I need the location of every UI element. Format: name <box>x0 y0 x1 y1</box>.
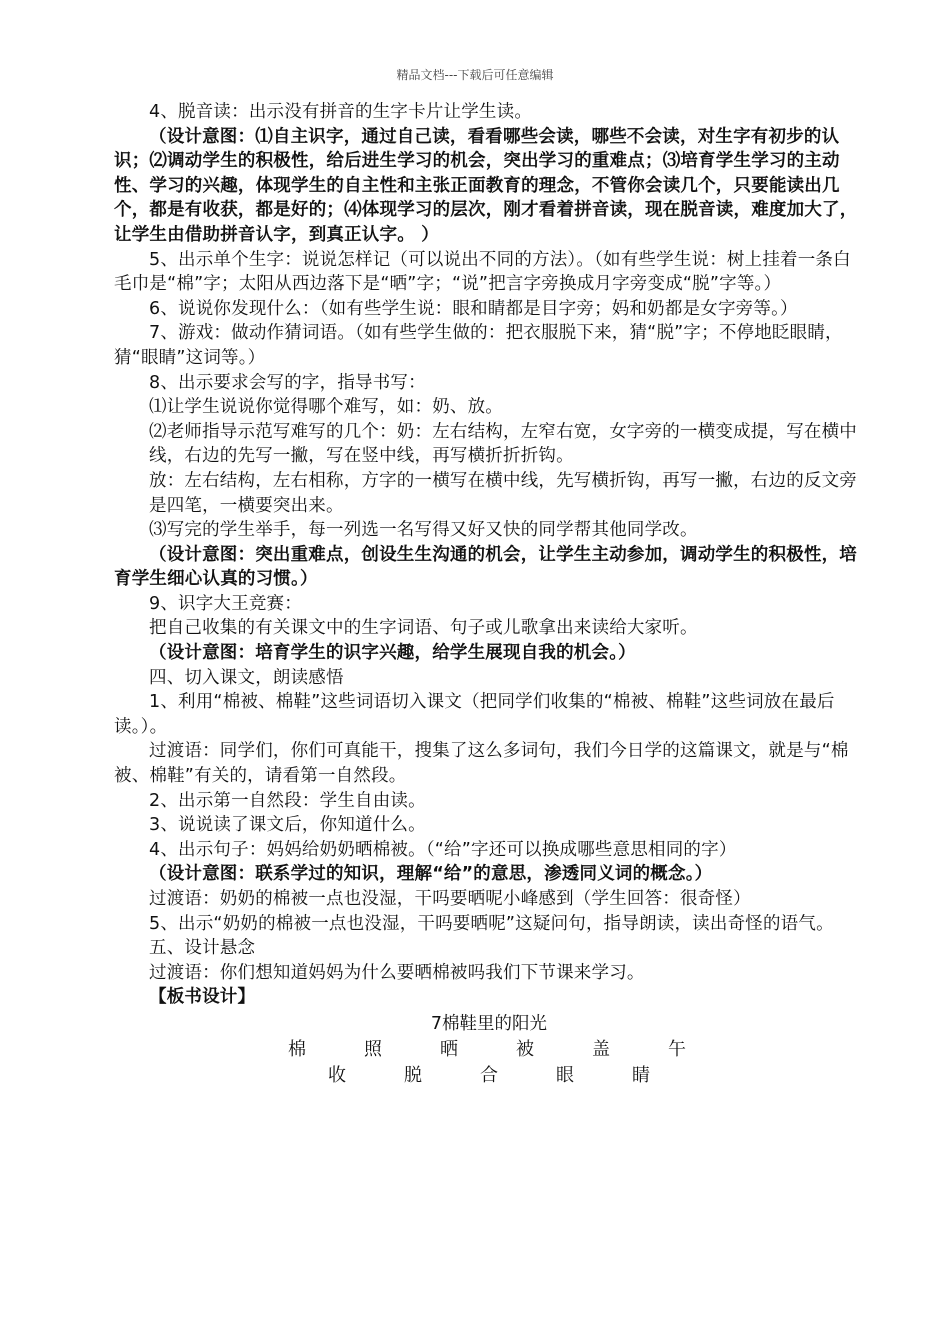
paragraph: 5、出示单个生字：说说怎样记（可以说出不同的方法）。（如有些学生说：树上挂着一条白毛巾是“棉”字；太阳从西边落下是“晒”字；“说”把言字旁换成月字旁变成“脱”字等。） <box>114 249 851 295</box>
section-heading: 五、设计悬念 <box>149 938 256 959</box>
design-intent-paragraph: （设计意图：突出重难点，创设生生沟通的机会，让学生主动参加，调动学生的积极性，培育学生细心认真的习惯。） <box>114 544 857 590</box>
paragraph: ⑵老师指导示范写难写的几个：奶：左右结构，左窄右宽，女字旁的一横变成提，写在横中线，右边的先写一撇，写在竖中线，再写横折折折钩。 <box>149 421 857 467</box>
board-char: 照 <box>364 1038 382 1060</box>
board-char: 午 <box>668 1038 686 1060</box>
paragraph: 1、利用“棉被、棉鞋”这些词语切入课文（把同学们收集的“棉被、棉鞋”这些词放在最后读。）。 <box>114 692 835 737</box>
paragraph: 过渡语：你们想知道妈妈为什么要晒棉被吗我们下节课来学习。 <box>149 962 645 983</box>
board-row-2 <box>114 1063 864 1089</box>
board-char: 眼 <box>556 1064 574 1086</box>
paragraph: 5、出示“奶奶的棉被一点也没湿，干吗要晒呢”这疑问句，指导朗读，读出奇怪的语气。 <box>149 913 834 934</box>
board-title: 7棉鞋里的阳光 <box>430 1013 548 1034</box>
paragraph: 7、游戏：做动作猜词语。（如有些学生做的：把衣服脱下来，猜“脱”字；不停地眨眼睛，猜“眼睛”这词等。） <box>114 323 843 368</box>
paragraph: ⑴让学生说说你觉得哪个难写，如：奶、放。 <box>149 397 503 418</box>
blackboard-design <box>114 1012 864 1089</box>
board-char: 棉 <box>288 1038 306 1060</box>
paragraph: 放：左右结构，左右相称，方字的一横写在横中线，先写横折钩，再写一撇，右边的反文旁是四笔，一横要突出来。 <box>149 470 857 516</box>
paragraph: 9、识字大王竞赛： <box>149 593 302 614</box>
paragraph: 6、说说你发现什么：（如有些学生说：眼和睛都是目字旁；妈和奶都是女字旁等。） <box>149 298 798 319</box>
section-heading: 四、切入课文，朗读感悟 <box>149 667 344 688</box>
document-body <box>114 100 864 1089</box>
board-row-1 <box>110 1037 864 1063</box>
paragraph: 4、出示句子：妈妈给奶奶晒棉被。（“给”字还可以换成哪些意思相同的字） <box>149 839 737 860</box>
paragraph: 过渡语：同学们，你们可真能干，搜集了这么多词句，我们今日学的这篇课文，就是与“棉被、棉鞋”有关的，请看第一自然段。 <box>114 741 849 787</box>
board-char: 合 <box>480 1064 498 1086</box>
paragraph: 3、说说读了课文后，你知道什么。 <box>149 815 426 836</box>
paragraph: 8、出示要求会写的字，指导书写： <box>149 372 426 393</box>
board-char: 脱 <box>404 1064 422 1086</box>
paragraph: 2、出示第一自然段：学生自由读。 <box>149 790 426 811</box>
design-intent-paragraph: （设计意图：⑴自主识字，通过自己读，看看哪些会读，哪些不会读，对生字有初步的认识；⑵调动学生的积极性，给后进生学习的机会，突出学习的重难点；⑶培育学生学习的主动性、学习的兴趣，体现学生的自主性和主张正面教育的理念，不管你会读几个，只要能读出几个，都是有收获，都是好的；⑷体现学习的层次，刚才看着拼音读，现在脱音读，难度加大了，让学生由借助拼音认字，到真正认字。 ） <box>114 126 858 245</box>
board-char: 晒 <box>440 1038 458 1060</box>
board-char: 睛 <box>632 1064 650 1086</box>
board-design-heading: 【板书设计】 <box>149 987 256 1008</box>
board-char: 盖 <box>592 1038 610 1060</box>
design-intent-paragraph: （设计意图：联系学过的知识，理解“给”的意思，渗透同义词的概念。） <box>149 864 713 885</box>
page-header: 精品文档---下载后可任意编辑 <box>396 68 554 82</box>
paragraph: 过渡语：奶奶的棉被一点也没湿，干吗要晒呢小峰感到（学生回答：很奇怪） <box>149 889 751 909</box>
paragraph: 把自己收集的有关课文中的生字词语、句子或儿歌拿出来读给大家听。 <box>149 618 698 639</box>
paragraph: 4、脱音读：出示没有拼音的生字卡片让学生读。 <box>149 102 533 122</box>
board-char: 收 <box>328 1064 346 1086</box>
design-intent-paragraph: （设计意图：培育学生的识字兴趣，给学生展现自我的机会。） <box>149 643 636 664</box>
board-char: 被 <box>516 1038 534 1060</box>
paragraph: ⑶写完的学生举手，每一列选一名写得又好又快的同学帮其他同学改。 <box>149 520 698 541</box>
